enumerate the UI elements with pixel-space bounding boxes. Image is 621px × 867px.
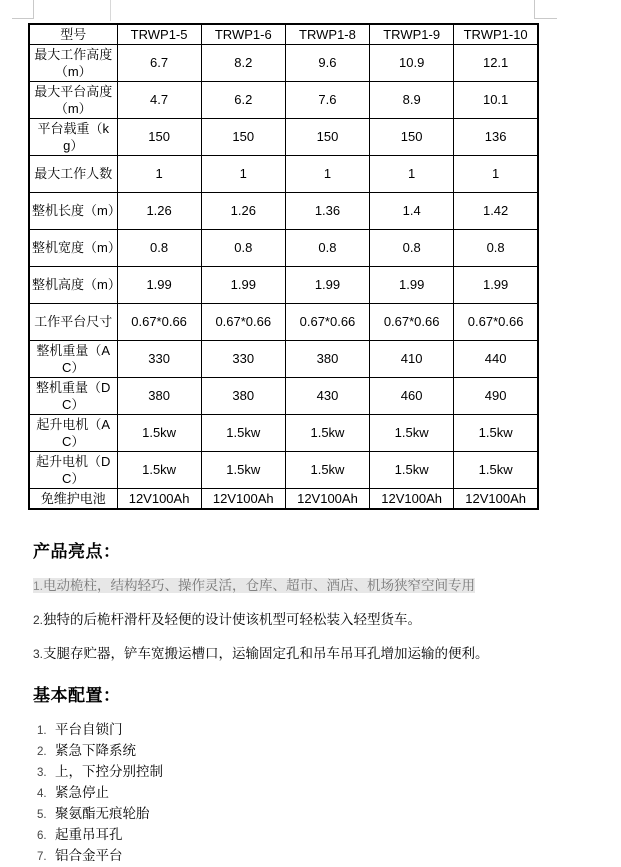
model-header-cell: TRWP1-6 [201,24,285,44]
config-text: 上，下控分别控制 [55,764,163,779]
config-text: 紧急下降系统 [55,743,136,758]
margin-corner-topleft-icon [12,0,34,19]
spec-value-cell: 1.5kw [454,451,538,488]
model-header-cell: TRWP1-9 [370,24,454,44]
config-heading: 基本配置： [33,686,121,705]
spec-value-cell: 1 [117,155,201,192]
margin-corner-topright-icon [534,0,557,19]
spec-value-cell: 1.5kw [454,414,538,451]
list-number: 2. [33,613,44,627]
spec-value-cell: 410 [370,340,454,377]
spec-value-cell: 1.26 [117,192,201,229]
spec-value-cell: 1.5kw [370,451,454,488]
list-number: 1. [37,725,47,737]
spec-value-cell: 1.99 [285,266,369,303]
spec-value-cell: 0.8 [201,229,285,266]
spec-value-cell: 150 [370,118,454,155]
spec-value-cell: 0.8 [285,229,369,266]
list-number: 5. [37,809,47,821]
spec-row [29,377,538,414]
spec-value-cell: 330 [117,340,201,377]
list-number: 1. [33,579,44,593]
highlight-item-3 [33,644,593,664]
spec-value-cell: 1 [370,155,454,192]
spec-value-cell: 1.5kw [285,451,369,488]
spec-label-cell: 起升电机（AC） [29,414,117,451]
spec-value-cell: 12V100Ah [201,488,285,509]
spec-value-cell: 6.7 [117,44,201,81]
spec-value-cell: 4.7 [117,81,201,118]
spec-value-cell: 380 [117,377,201,414]
spec-value-cell: 8.2 [201,44,285,81]
highlights-heading: 产品亮点： [33,542,121,561]
spec-value-cell: 1.99 [370,266,454,303]
spec-row [29,266,538,303]
config-item-5 [33,804,593,825]
spec-value-cell: 1.99 [117,266,201,303]
spec-value-cell: 1.99 [454,266,538,303]
spec-value-cell: 0.8 [454,229,538,266]
spec-value-cell: 330 [201,340,285,377]
spec-value-cell: 1.5kw [370,414,454,451]
spec-row [29,44,538,81]
config-text: 起重吊耳孔 [55,827,123,842]
highlights-section [33,541,593,678]
config-item-2 [33,741,593,762]
model-header-cell: TRWP1-5 [117,24,201,44]
spec-value-cell: 0.67*0.66 [454,303,538,340]
spec-row [29,303,538,340]
spec-value-cell: 380 [285,340,369,377]
spec-value-cell: 1.36 [285,192,369,229]
spec-label-cell: 整机重量（DC） [29,377,117,414]
model-header-cell: TRWP1-10 [454,24,538,44]
highlight-text: 电动桅柱，结构轻巧、操作灵活，仓库、超市、酒店、机场狭窄空间专用 [43,578,476,593]
spec-value-cell: 0.67*0.66 [201,303,285,340]
list-number: 4. [37,788,47,800]
spec-row [29,118,538,155]
spec-row [29,488,538,509]
spec-value-cell: 380 [201,377,285,414]
spec-label-cell: 整机宽度（m） [29,229,117,266]
list-number: 7. [37,851,47,863]
config-text: 铝合金平台 [55,848,123,863]
spec-label-cell: 起升电机（DC） [29,451,117,488]
spec-value-cell: 6.2 [201,81,285,118]
spec-value-cell: 7.6 [285,81,369,118]
spec-value-cell: 440 [454,340,538,377]
spec-label-cell: 整机长度（m） [29,192,117,229]
spec-label-cell: 最大工作高度（m） [29,44,117,81]
spec-value-cell: 1 [454,155,538,192]
spec-value-cell: 12.1 [454,44,538,81]
spec-row [29,192,538,229]
spec-value-cell: 0.8 [370,229,454,266]
config-item-1 [33,720,593,741]
spec-label-cell: 工作平台尺寸 [29,303,117,340]
spec-row [29,340,538,377]
spec-row [29,414,538,451]
spec-value-cell: 136 [454,118,538,155]
spec-value-cell: 1.26 [201,192,285,229]
spec-row [29,229,538,266]
list-number: 3. [37,767,47,779]
config-text: 紧急停止 [55,785,109,800]
spec-value-cell: 8.9 [370,81,454,118]
spec-value-cell: 12V100Ah [454,488,538,509]
spec-value-cell: 1 [285,155,369,192]
spec-value-cell: 150 [285,118,369,155]
spec-row [29,81,538,118]
highlight-item-1 [33,576,593,596]
spec-value-cell: 1.99 [201,266,285,303]
spec-value-cell: 0.8 [117,229,201,266]
spec-label-cell: 免维护电池 [29,488,117,509]
spec-value-cell: 150 [201,118,285,155]
spec-value-cell: 10.9 [370,44,454,81]
spec-value-cell: 9.6 [285,44,369,81]
config-item-6 [33,825,593,846]
spec-value-cell: 12V100Ah [117,488,201,509]
spec-label-cell: 整机重量（AC） [29,340,117,377]
spec-row [29,451,538,488]
highlight-item-2 [33,610,593,630]
spec-label-cell: 最大平台高度（m） [29,81,117,118]
spec-value-cell: 10.1 [454,81,538,118]
spec-value-cell: 0.67*0.66 [285,303,369,340]
spec-value-cell: 460 [370,377,454,414]
list-number: 2. [37,746,47,758]
spec-value-cell: 12V100Ah [370,488,454,509]
spec-value-cell: 1.5kw [201,451,285,488]
config-item-4 [33,783,593,804]
spec-value-cell: 1.5kw [117,414,201,451]
spec-label-cell: 整机高度（m） [29,266,117,303]
spec-header-row [29,24,538,44]
spec-value-cell: 0.67*0.66 [117,303,201,340]
spec-value-cell: 490 [454,377,538,414]
config-text: 聚氨酯无痕轮胎 [55,806,150,821]
spec-table [28,23,539,510]
spec-value-cell: 430 [285,377,369,414]
spec-value-cell: 1.5kw [285,414,369,451]
column-marker [110,0,111,21]
spec-value-cell: 1 [201,155,285,192]
config-text: 平台自锁门 [55,722,123,737]
highlight-text: 独特的后桅杆滑杆及轻便的设计使该机型可轻松装入轻型货车。 [43,612,422,627]
list-number: 3. [33,647,44,661]
spec-value-cell: 1.42 [454,192,538,229]
config-item-3 [33,762,593,783]
spec-value-cell: 1.5kw [117,451,201,488]
highlight-text: 支腿存贮器，铲车宽搬运槽口，运输固定孔和吊车吊耳孔增加运输的便利。 [43,646,489,661]
config-section [33,685,593,867]
spec-label-cell: 平台载重（kg） [29,118,117,155]
spec-value-cell: 1.5kw [201,414,285,451]
spec-row [29,155,538,192]
config-item-7 [33,846,593,867]
spec-label-cell: 最大工作人数 [29,155,117,192]
spec-value-cell: 1.4 [370,192,454,229]
spec-value-cell: 150 [117,118,201,155]
model-header-label: 型号 [29,24,117,44]
spec-value-cell: 0.67*0.66 [370,303,454,340]
spec-value-cell: 12V100Ah [285,488,369,509]
model-header-cell: TRWP1-8 [285,24,369,44]
list-number: 6. [37,830,47,842]
